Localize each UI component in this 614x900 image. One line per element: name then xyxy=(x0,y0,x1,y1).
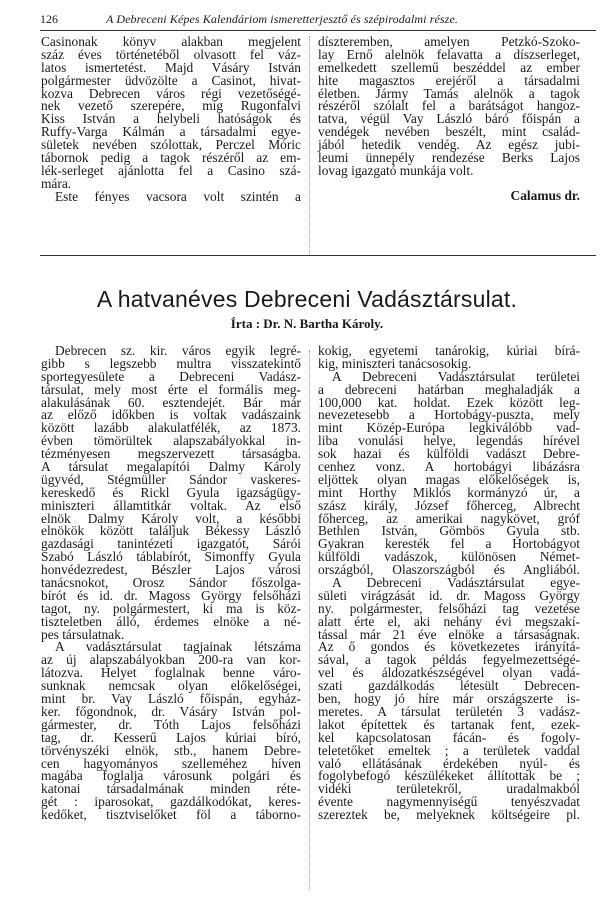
text-line: teletetőket emeltek ; a területek vaddal xyxy=(318,742,580,758)
text-line: mint Horthy Miklós kormányzó úr, a xyxy=(318,484,580,500)
text-line: díszteremben, amelyen Petzkó-Szoko- xyxy=(318,34,580,49)
article-right-column xyxy=(318,345,580,822)
text-line: évente nagymennyiségű tenyészvadat xyxy=(318,794,580,810)
text-line: főherceg, az amerikai nagykövet, gróf xyxy=(318,510,580,526)
text-line: kokig, egyetemi tanárokig, kúriai bírá- xyxy=(318,343,580,358)
text-line: 100,000 kat. holdat. Ezek között leg- xyxy=(318,394,580,410)
text-line: tagot, ny. polgármestert, ki ma is köz- xyxy=(41,600,301,616)
text-line: évben tömörültek alapszabályokkal in- xyxy=(41,433,301,449)
text-line: kedőket, tisztviselőket föl a táborno- xyxy=(41,807,301,823)
text-line: mint Közép-Európa legkiválóbb vad- xyxy=(318,420,580,436)
text-line: között lazább alakulatfélék, az 1873. xyxy=(41,420,301,436)
text-line: honvédezredest, Bészler Lajos városi xyxy=(41,562,301,578)
text-line: A Debreceni Vadásztársulat egye- xyxy=(332,575,580,591)
text-line: törvényszéki elnök, stb., hanem Debre- xyxy=(41,742,301,758)
text-line: jából hetedik vendég. Az egész jubi- xyxy=(318,137,580,153)
text-line: az új alapszabályokban 200-ra van kor- xyxy=(41,652,301,668)
text-line: fogolybefogó készülékeket állítottak be ; xyxy=(318,768,580,784)
text-line: magába foglalja városunk polgári és xyxy=(41,768,301,784)
text-line: emelkedett szellemű beszéddel az ember xyxy=(318,59,580,75)
text-line: Debrecen sz. kir. város egyik legré- xyxy=(55,343,301,358)
text-line: mára. xyxy=(41,175,72,191)
text-line: ben, hogy jó híre már országszerte is- xyxy=(318,691,580,707)
text-line: nevezetesebb a Hortobágy-puszta, mely xyxy=(318,407,580,423)
section-rule xyxy=(40,255,596,256)
text-line: külföldi vadászok, különösen Német- xyxy=(318,549,580,565)
text-line: vel és áldozatkészségével olyan vadá- xyxy=(318,665,580,681)
text-line: kereskedő és Rickl Gyula igazságügy- xyxy=(41,484,301,500)
text-line: Este fényes vacsora volt szintén a xyxy=(55,188,301,204)
text-line: Bethlen István, Gömbös Gyula stb. xyxy=(318,523,580,539)
text-line: szász király, József főherceg, Albrecht xyxy=(318,497,580,513)
text-line: országból, Olaszországból és Angliából. xyxy=(318,562,580,578)
text-line: tatva, végül Vay László báró főispán a xyxy=(318,111,580,127)
text-line: meretes. A társulat területén 3 vadász- xyxy=(318,703,580,719)
text-line: miniszteri államtitkár voltak. Az első xyxy=(41,497,301,513)
text-line: sunknak nemcsak olyan előkelőségei, xyxy=(41,678,301,694)
text-line: eljöttek olyan magas előkelőségek is, xyxy=(318,471,580,487)
text-line: Ruffy-Varga Kálmán a társadalmi egye- xyxy=(41,124,301,140)
text-line: liba vonulási helye, legendás hírével xyxy=(318,433,580,449)
text-line: társulat, mely most érte el formális meg- xyxy=(41,381,301,397)
text-line: hite magasztos erejéről a társadalmi xyxy=(318,72,580,88)
text-line: ker. főgondnok, dr. Vásáry István pol- xyxy=(41,703,301,719)
text-line: gibb s legszebb multra visszatekintő xyxy=(41,355,301,371)
text-line: A vadásztársulat tagjainak létszáma xyxy=(55,639,301,655)
text-line: sületi virágzását id. dr. Magoss György xyxy=(318,587,580,603)
text-line: polgármester üdvözölte a Casinot, hivat- xyxy=(41,72,301,88)
text-line: A társulat megalapítói Dalmy Károly xyxy=(41,459,301,475)
text-line: sok hazai és külföldi vadászt Debre- xyxy=(318,446,580,462)
text-line: ügyvéd, Stégmüller Sándor vaskeres- xyxy=(41,471,301,487)
text-line: Szabó László táblabírót, Simonffy Gyula xyxy=(41,549,301,565)
text-line: mint br. Vay László főispán, egyház- xyxy=(41,691,301,707)
text-line: sával, a tagok példás fegyelmezettségé- xyxy=(318,652,580,668)
text-line: alatt érte el, aki nehány évi megszakí- xyxy=(318,613,580,629)
text-line: tábornok pedig a tagok részéről az em- xyxy=(41,150,301,166)
text-line: tézményesen megszervezett társaságba. xyxy=(41,446,301,462)
text-line: életben. Jármy Tamás alelnök a tagok xyxy=(318,85,580,101)
text-line: sületek nevében szólottak, Perczel Móric xyxy=(41,137,301,153)
text-line: cen hagyományos szelleméhez híven xyxy=(41,755,301,771)
article-title: A hatvanéves Debreceni Vadásztársulat. xyxy=(96,286,518,312)
text-line: tag, dr. Kesserű Lajos kúriai bíró, xyxy=(41,729,301,745)
text-line: az előző időkben is voltak vadászaink xyxy=(41,407,301,423)
text-line: A Debreceni Vadásztársulat területei xyxy=(332,368,580,384)
text-line: ny. polgármester, felsőházi tag vezetése xyxy=(318,600,580,616)
text-line: vendégek nevében beszélt, mint család- xyxy=(318,124,580,140)
previous-article-left-column xyxy=(41,36,301,204)
column-divider xyxy=(309,36,310,256)
text-line: száz éves történetéből olvasott fel váz- xyxy=(41,46,301,62)
author-signature: Calamus dr. xyxy=(510,187,580,203)
running-title: A Debreceni Képes Kalendáriom ismeretterjesztő és szépirodalmi része. xyxy=(106,12,458,26)
text-line: elnökök között találjuk Békessy László xyxy=(41,523,301,539)
text-line: való ellátásának érdekében nyúl- és xyxy=(318,755,580,771)
text-line: Gyakran keresték fel a Hortobágyot xyxy=(318,536,580,552)
text-line: látozva. Helyet foglalnak benne váro- xyxy=(41,665,301,681)
text-line: pes társulatnak. xyxy=(41,626,125,642)
text-line: elnök Dalmy Károly volt, a későbbi xyxy=(41,510,301,526)
text-line: Az ő gondos és következetes irányítá- xyxy=(318,639,580,655)
text-line: szereztek be, melyeknek költségeire pl. xyxy=(318,807,580,823)
article-byline: Írta : Dr. N. Bartha Károly. xyxy=(230,316,384,331)
text-line: lék-serleget ajánlotta fel a Casino szá- xyxy=(41,162,301,178)
text-line: részéről szólalt fel a barátságot hangoz- xyxy=(318,98,580,114)
text-line: sportegyesülete a Debreceni Vadász- xyxy=(41,368,301,384)
text-line: lay Ernő alelnök felavatta a díszserleget, xyxy=(318,46,580,62)
text-line: latos ismertetést. Majd Vásáry István xyxy=(41,59,301,75)
text-line: gazdasági tanintézeti igazgatót, Sárói xyxy=(41,536,301,552)
text-line: lakot építettek és tartanak fent, ezek- xyxy=(318,716,580,732)
text-line: tanácsnokot, Orosz Sándor főszolga- xyxy=(41,575,301,591)
text-line: tiszteletben álló, érdemes elnöke a né- xyxy=(41,613,301,629)
text-line: tással már 21 éve elnöke a társaságnak. xyxy=(318,626,580,642)
text-line: Casinonak könyv alakban megjelent xyxy=(41,34,301,49)
text-line: alakulásának 60. esztendejét. Bár már xyxy=(41,394,301,410)
text-line: cenhez vonz. A hortobágyi libázásra xyxy=(318,459,580,475)
text-line: bírót és id. dr. Magoss György felsőházi xyxy=(41,587,301,603)
text-line: katonai társadalmának minden réte- xyxy=(41,781,301,797)
text-line: kig, miniszteri tanácsosokig. xyxy=(318,355,472,371)
text-line: kel kapcsolatosan fácán- és fogoly- xyxy=(318,729,580,745)
page-number: 126 xyxy=(40,12,58,26)
page-header xyxy=(40,10,596,31)
column-divider xyxy=(309,350,310,890)
text-line: nek vezető szerepére, míg Rugonfalvi xyxy=(41,98,301,114)
article-left-column xyxy=(41,345,301,822)
text-line: gármester, dr. Tóth Lajos felsőházi xyxy=(41,716,301,732)
text-line: a debreceni határban meghaladják a xyxy=(318,381,580,397)
text-line: lovag igazgató munkája volt. xyxy=(318,162,474,178)
text-line: vidéki területekről, uradalmakból xyxy=(318,781,580,797)
text-line: kozva Debrecen város régi vezetőségé- xyxy=(41,85,301,101)
previous-article-right-column xyxy=(318,36,580,203)
text-line: szati gazdálkodás létesült Debrecen- xyxy=(318,678,580,694)
text-line: leumi ünnepély rendezése Berks Lajos xyxy=(318,150,580,166)
text-line: gét : iparosokat, gazdálkodókat, keres- xyxy=(41,794,301,810)
text-line: Kiss István a helybeli hatóságok és xyxy=(41,111,301,127)
